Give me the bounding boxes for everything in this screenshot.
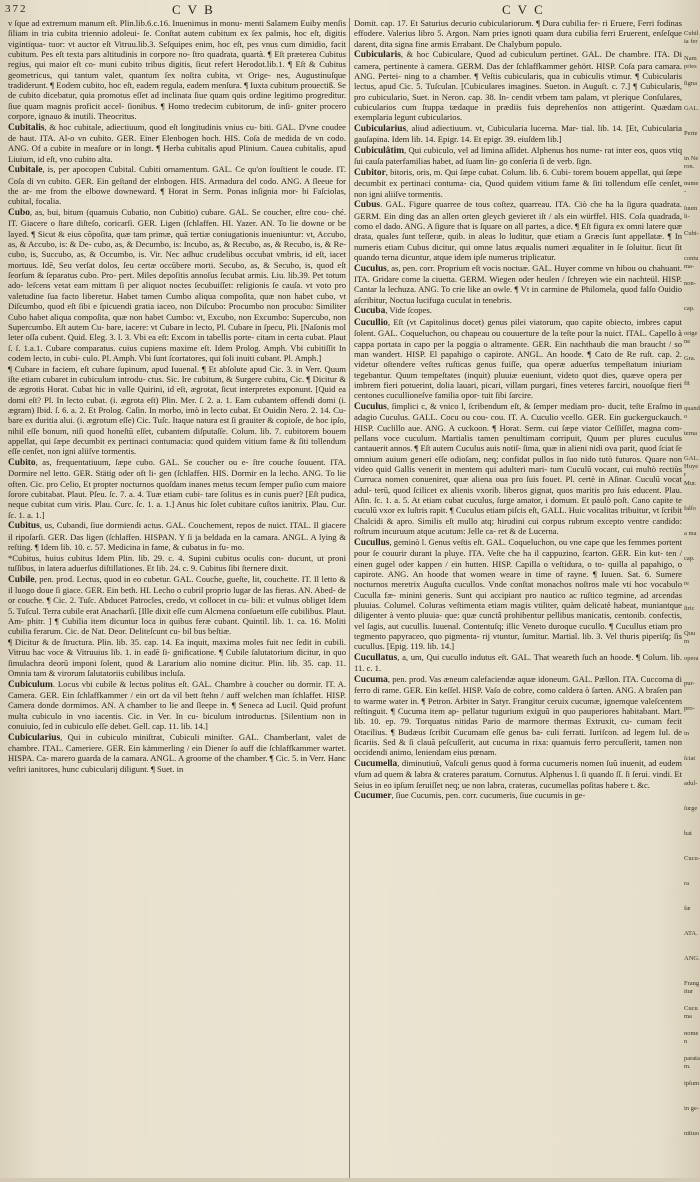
entry-text: , Qui in cubiculo miniſtrat, Cubiculi miniſter. GAL. Chamberlant, valet de chambre. ITAL. Cameriere. GER. Ein kämmerling / ein Diener ſo auff die ſchlaffkammer wartet. HISPA. Ca- marero guarda de la camara. ANGL. A groome of the chamber. ¶ Cic. 5. in Verr. Hanc veſtri ianitores, hunc cubicularij diligunt. ¶ Suet. in [8, 731, 346, 774]
entry-headword: Cubo [8, 208, 30, 219]
entry-headword: Cubitus [8, 521, 40, 532]
margin-note: falſo [684, 505, 696, 512]
dictionary-entry [354, 674, 682, 758]
entry-text: , & hoc cubitale, adiectiuum, quod eſt longitudinis vnius cu- biti. GAL. D'vne coudee de haut. ITA. Al-o vn cubito. GER. Einer Elenbogen hoch. HIS. Coſa de medida de vn codo. ANG. Of a cubite in meaſure or in longt. ¶ Herba cubitalis apud Plinium. Cauea cubitalis, apud Liuium, id eſt, vno cubito alta. [8, 121, 346, 164]
margin-note: nitiuo [684, 1130, 700, 1137]
margin-note: cap. [684, 555, 695, 562]
margin-note: Gra. [684, 355, 696, 362]
dictionary-entry [8, 164, 346, 206]
dictionary-entry [354, 263, 682, 305]
running-head-left: C V B [172, 2, 215, 17]
dictionary-entry [8, 520, 346, 552]
margin-note: ANG. [684, 955, 700, 962]
page-footer-edge [0, 1178, 700, 1182]
dictionary-entry [354, 652, 682, 674]
entry-headword: Cucullio [354, 318, 388, 328]
margin-note: Cubilia fer [684, 30, 699, 45]
entry-headword: Cubicularis [354, 50, 401, 61]
entry-text: ¶ Cubare in faciem, eſt cubare ſupinum, apud Iuuenal. ¶ Et abſolute apud Cic. 3. in Verr. Quum iſte etiam cubaret in cubiculum introdu- ctus. Sic. Ire cubitum, & Surgere cubitu, Cic. ¶ Dicitur & de ægrotis Horat. Cubat hic in valle Quirini, id eſt, ægrotat, ſicut interpretes exponunt. [Quid ea domi eſt? Pl. In lecto cubat. (i. ægrota eſt) Plin. Mer. ſ. 2. a. 1. Eam cubantem offendi domi (i. ægram) Ibid. ſ. 6. a. 2. Et Prolog. Caſin. In morbo, imò in lecto cubat. Et Ouidin Nero. 2. 14. Cu- bare ex duritia alui. (i. ægrotum eſſe) Cic. Tuſc. Itaque natura est ſi grauiter & copioſe, de hoc ipſo, nihil eſſe bonum, niſi quod honeſtū eſſet, cubantem diſputaſſe. Colum. lib. 7. cubitorem bouem appellat, qui ſæpe decumbit ex pertinaci contumacia: quod quidem vitium fame & ſiti tollendum eſſe cenſet, non igni aliiſve tormentis. [8, 363, 346, 457]
margin-note: terna [684, 430, 697, 437]
margin-note: non- [684, 280, 696, 287]
dictionary-entry [354, 790, 682, 801]
margin-note: in [684, 730, 690, 737]
dictionary-entry [354, 123, 682, 145]
margin-note: origene [684, 330, 698, 345]
dictionary-entry [8, 679, 346, 732]
entry-text: , pen. prod. Lectus, quod in eo cubetur. GAL. Couche, gueſte, lit, couchette. IT. Il letto & il luogo doue ſi giace. GER. Ein beth. HI. Lecho o cubril proprio lugar de las fieras. AN. Abed- de or couche. ¶ Cic. 2. Tuſc. Abducet Patrocles, credo, vt collocet in cu- bili: et vulnus obliget Idem 5. Tuſcul. Terra cubile erat Anacharſi. [Ille dixit eſſe cum Alcmena conſuetum eſſe cubilibus. Plaut. Am- phitr. ] ¶ Cubilia item dicuntur loca in quibus feræ cubant. Quintil. lib. 1. ca. 16. Moliti cubilia ferarum. Cic. de Nat. Deor. Deliteſcunt cu- bil bus beſtiæ. [8, 573, 346, 637]
margin-note: ſigna [684, 80, 697, 87]
margin-note: ſurge [684, 805, 698, 812]
entry-text: , Qui cubiculo, vel ad limina aſſidet. Alphenus hos nume- rat inter eos, quos vtiq ſui cauſa paterfamilias habet, ad ſuam lin- go conſeria ſi de verb. ſign. [354, 145, 682, 167]
dictionary-entry [354, 145, 682, 167]
entry-text: , pen. prod. Vas æneum calefaciendæ aquæ idoneum. GAL. Pællon. ITA. Cuccoma di ferro di rame. GER. Ein keſſel. HISP. Vaſo de cobre, como caldera ò ſarten. ANG. A braſen pan to warme water in. ¶ Petron. Arbiter in Satyr. Frangitur ceruix cucumæ, ignemque valeſcentem reſtinguit. ¶ Cucuma item ap- pellatur tugurium exiguũ in quo pauperiores habitabant. Mart. lib. 10. ep. 79. Torquatus nitidas Pario de marmore thermas Extruxit, cu- cumam fecit Otacilius. ¶ Budæus ſcribit Cucumam eſſe genus ba- culi ferrati. Iuriſcon. ad legem Iul. de ſicariis. Sed & ſi clauã peſcuſſerit, aut cucuma in rixa: quamuis ferro percuſſerit, tamen non occidendi animo, leniendam eius pœnam. [354, 673, 682, 758]
margin-note: re [684, 580, 690, 587]
margin-note: nomen [684, 1030, 699, 1045]
right-column [354, 18, 682, 1178]
entry-headword: Cubitalis [8, 122, 45, 133]
margin-note: in Neron. [684, 155, 699, 170]
entry-headword: Cucullatus [354, 652, 398, 663]
margin-note: ſtric [684, 605, 695, 612]
margin-note: ATA. [684, 930, 698, 937]
page-number: 372 [5, 3, 28, 15]
entry-text: . Locus vbi cubile & lectus politus eſt. GAL. Chambre à coucher ou dormir. IT. A. Camera. GER. Ein ſchlaffkammer / ein ort da vil bett ſtehn / auff welchen man ſchlaffet. HISP. Camera donde dormimos. AN. A chamber to lie and ſleepe in. ¶ Seneca ad Lucil. Quid profunt multa cubiculo in vno iacentis. Cic. in Ver. In cu- biculum introductus. [Silentium non in conuiuio, ſed in cubiculo eſſe debet. Gell. cap. 11. lib. 14.] [8, 678, 346, 731]
entry-text: , us, Cubandi, ſiue dormiendi actus. GAL. Couchement, repos de nuict. ITAL. Il giacere il ripoſarſi. GER. Das ligen (ſchlaffen. HISPAN. Y ſi ja beldada en la camara. ANGL. A lying & reſting. ¶ Idem lib. 10. c. 57. Medicina in fame, & cubatus in fu- mo. [8, 520, 346, 552]
margin-note: cap. [684, 305, 695, 312]
entry-text: , as, pen. corr. Proprium eſt vocis noctuæ. GAL. Huyer comme vn hibou ou chahuant. ITA. Gridare come la ciuetta. GERM. Wiegen oder heulen / ſchreyen wie ein nachteül. HISP. Cantar la lechuza. ANG. To crie like an owle. ¶ Vt in carmine de Philomela, quod falſo Ouidio aſcribitur, Noctua lucifuga cuculat in tenebris. [354, 262, 682, 305]
dictionary-entry [8, 732, 346, 774]
entry-text: , geminò l. Genus veſtis eſt. GAL. Coqueluchon, ou vne cape que les femmes portent pour ſe couurir durant la pluye. ITA. Veſte che ha il cappuzino, ſcarton. GER. Ein kut- ten / einen gugel oder kappen / ein hutten. HISP. Capilla o veſtidura, o to- quilla al papahigo, o capirote. ANG. An hoode that women weare in time of rayne. ¶ Iuuen. Sat. 6. Sumere nocturnos meretrix Auguſta cucullos. Vnde conſtat monachos noſtros male vti hoc vocabulo Cuculla fæ- minini generis. Sunt qui accipiant pro nautico ac ruſtico tegmine, ad arcendas pluuias. Columel. Coluras veſtimenta etiam magis vtiliter, quàm delicatè habeat, muniantque diligenter à vento pluuia- que: quæ cunctâ prohibentur pellibus manicatis, centonib. confectis, vel ſagis, aut cucullis. Iuuenal. Contentuſq; illic Veneto duroque cucullo. ¶ Cucullus etiam pro tegmento papyraceo, quo pigmenta- rij vtuntur, ſumitur. Martial. lib. 3. Vel thuris piperiſq; ſis cucullus. [Epig. 119. lib. 14.] [354, 536, 682, 652]
dictionary-entry [8, 364, 346, 457]
margin-note: pro- [684, 705, 695, 712]
margin-note: Cucu- [684, 855, 700, 862]
entry-text: v ſque ad extremum manum eſt. Plin.lib.6.c.16. Inuenimus in monu- menti Salamem Euiby menſis ſiliam in tria cubita triennio adoleui- ſe. Conſtat autem cubitum ex ſex palmis, hoc eſt, digitis vigintiqua- tuor: vt auctor eſt Vitruu.lib.3. Seſquipes enim, hoc eſt, pes vnus cum dimidio, facit cubitum. Pes eſt texta pars altitudinis in corpore no- ſtro quadrata, quartà. ¶ Eſt præterea Cubitus regius, qui maior eſt co- muni cubito tribus digitis, ſicut refert Herodot.lib.1. ¶ Eſt & Cubitus geometricus, qui tantum valet, quantum ſex noſtra cubita, vt Orige- nes, Augustinuſque tradiderunt. ¶ Eodem cubito, hoc eſt, eadem regula, eadem menſura. ¶ Iuxta cubitum prouectiß. Se de cubito dicebatur, quia promotus eſſet ad inclinata ſiue quam quis ordine legitimo progreditur. ſiue quam magnis proficit accel- ſionibus. ¶ Homo tredecim cubitorum, de inſi- gniter procero corpore, ignauo & inutili. Theocritus. [8, 18, 346, 122]
margin-note: GAL. Huyer [684, 455, 699, 478]
entry-headword: Cucumer [354, 791, 392, 802]
dictionary-entry [8, 18, 346, 121]
margin-note: Mur. [684, 480, 697, 487]
running-head-right: C V C [502, 2, 545, 17]
entry-text: *Cubitus, huius cubitus Idem Plin. lib. 29. c. 4. Supini cubitus oculis con- ducunt, ut proni tuſſibus, in latera aduerſus diſtillationes. Et lib. 24. c. 9. Cubitus ſibi ſternere dixit. [8, 552, 346, 573]
dictionary-entry [8, 207, 346, 363]
margin-note: Nam pries [684, 55, 697, 70]
entry-text: , diminutiuũ, Vaſculi genus quod à forma cucumeris nomen ſuũ inuenit, ad eudem vſum ad quem & labra & crateres paratum. Cornutus. Alphenus l. ſi quando ſſ. ſi ſerui. vindi. Et Seius in eo ipſum ſeruiſſet neq; ue non labra, crateras, cucumellas poſitas habere t. &c. [354, 757, 682, 790]
entry-text: . GAL. Figure quarree de tous coſtez, quarreau. ITA. Ciò che ha la ſigura quadrata. GERM. Ein ding das an allen orten gleych gevieret iſt / als ein würffel. HIS. Coſa quadrada, como el dado. ANG. A ſigure that is ſquare on all partes, a dice. ¶ Eſt figura ex omni latere quæ drata, quales ſunt teſſeræ, quib. in aleas lo luditur, quæ etiam a Græcis ſunt appellatæ. ¶ In numeris etiam Cubus dicitur, qui omne latus æqualis numeri æqualiter in ſe ſoluitur. ſicut ſit quando terna dicuntur, atque idem ipſe numerus triplicatur. [354, 199, 682, 263]
dictionary-entry [354, 317, 682, 401]
dictionary-entry [8, 457, 346, 520]
entry-text: , is, per apocopen Cubital. Cubiti ornamentum. GAL. Ce qu'on ſouſtient le coude. IT. Coſa di vn cubito. GER. Ein geſtand der elnbogen. HIS. Armadura del codo. ANG. A ſleeue for the ar- me from the elbowe downeward. ¶ Horat in Serm. Ponas inſignia mor- bi Faſciolas, cubital, focalia. [8, 164, 346, 207]
entry-text: , & hoc Cubiculare, Quod ad cubiculum pertinet. GAL. De chambre. ITA. Di camera, pertinente à camera. GERM. Das der ſchlaffkammer gehört. HISP. Coſa para camara. ANG. Pertei- ning to a chamber. ¶ Veſtis cubicularis, qua in cubiculis vtimur. ¶ Cubicularis lectus, apud Cic. 5. Tuſculan. [Cubiculares imagines. Sueton. in Auguſt. c. 7.] ¶ Cubicularis, pro cubiculario, Suet. in Neron. cap. 38. In- cendit vrbem tam palam, vt plerique Conſulares, cubicularios cum ſtuppa tædaque in prædiis fuis deprehenſos non attigerint. Quædam exemplaria legunt cubicularios. [354, 49, 682, 123]
margin-note: ipſum [684, 1080, 700, 1087]
entry-headword: Cubile [8, 574, 35, 585]
entry-headword: Cubicularius [354, 124, 407, 135]
margin-note: fæ [684, 905, 691, 912]
dictionary-entry [354, 758, 682, 790]
dictionary-entry [8, 637, 346, 678]
entry-text: , as, bui, bitum (quamuis Cubatio, non Cubitio) cubare. GAL. Se coucher, eſtre cou- ché. IT. Giacere o ſtare diſteſo, coricarſi. GER. Ligen (ſchlaffen. HI. Yazer. AN. To lie downe or be layed. ¶ Sicut & eius cõpoſita, quæ tam primæ, quā tertiæ coniugationis inueniuntur: vt, Accubo, as, & Accubo, is: & De- cubo, as, & Decumbo, is: Incubo, as, & Recubo, as, & Recubo, is, & Re- cubo, is, Succubo, as, & Occumbo, is. Vir. Nec adhuc crudelibus occubat vmbris, id eſt, iacet mortuus. Idē, Seu verſat dolos, ſeu certæ occūbere morti. Secubo, as, & Secubo, is, quod eſt ſeorſum & ſeparatus cubo. Pro- pert. Miles depoſitis annoſus ſecubat armis. Liu. lib.39. Pet totum ado- leſcens vetat eam mittam ſi per aliquot noctes ſecubuiſſet: religionis ſe cauſa. vt voto pro valetudine ſua facto liberetur. Habet tamen Cumbo aliqua compoſita, quæ non habet cubo, vt Diſcumbo, quod eſt ſibi e ſpicuendi gratia iaceo, non Diſcubo: Procumbo non procubo: Similiter Cubo habet aliqua compoſita, quæ non habet Cumbo: vt, Excubo, non Excumbo: Supercubo, non Supercumbo. Eſt autem Cu- bare, iacere: vt Cubare in lecto, Pl. Cubare in ſpecu, Pli. [Naſonis mol leter oſſa cubent. Quid. Eleg. 3. l. 3. Vbi ea eſt: Excom in tabellis porte- citam in certa cubat. Plaut ſ. ſ. 1.a.1. Cubare comparatus. cuius cupiens maxime eſt. Idem Prolog. Amph. Vbi cubitiſſit In codem lecto, in cubi- culo. Pl. Amph. Vbi ſunt ſcortatores, qui ſoli inuiti cubant. Pl. Amph.] [8, 207, 346, 363]
margin-note: adul- [684, 780, 698, 787]
entry-headword: Cucuba [354, 306, 386, 317]
margin-note: Frangitur [684, 980, 700, 995]
margin-note: quando [684, 405, 700, 420]
entry-headword: Cubitale [8, 165, 43, 176]
entry-headword: Cubus [354, 200, 381, 211]
margin-note: pur- [684, 680, 695, 687]
dictionary-entry [354, 167, 682, 199]
entry-headword: Cubitor [354, 168, 386, 178]
entry-text: , ſimplici c, & vnico l, ſcribendum eſt, & ſemper mediam pro- ducit, teſte Eraſmo in adagio Cuculus. GALL. Cocu ou cou- cou. IT. A. Cuculio vcello. GER. Ein guckerguckauch. HISP. Cuclillo aue. ANG. A cuckoon. ¶ Horat. Serm. cui ſæpe viator Ceſſiſſet, magna com- pellans voce cuculum. Martialis tamen penultimam corripuit, Quum per plures cuculus cantauerit annos. ¶ Eſt autem Cuculus auis notiſ- ſima, quæ in alieni nidi ova parit, quod ſciat ſe omnium auium generi eſſe odioſam, neq; confidat pullos in ſuo nido tutò futuros. Quare non video quid Gallis venerit in mentem qui adulteri mari- tum Cuculū vocant, cui multò rectiùs Curruca nomen conueniret, quæ aliena oua pro ſuis fouet. Pl. certè in Aſinar. Cuculū vocat adul- terū, quod ſcilicet ex alienis vxorib. liberos gignat, quos maritis pro ſuis educent. Plau. Aſin. ſc. 1. a. 5. At etiam cubat cuculus, ſurge amator, i domum. Et paulò poſt. Cano capite te cuculū vxor ex luſtris rapit. ¶ Cuculus etiam piſcis eſt, GALL. Huic vocalitas tribuitur, vt ſcribit Chalcidi & apro. Similis eſt mullo atq; hirudini cui corpus rubrum excepto ventre candido: roſtrum incuruum atque acutum: Jelle ca- ret & de Lucerna. [354, 401, 682, 537]
margin-note: in ge- [684, 1105, 699, 1112]
entry-headword: Cucullus [354, 537, 390, 548]
dictionary-entry [354, 401, 682, 536]
entry-text: , Eſt (vt Capitolinus docet) genus pilei viatorum, quo capite obiecto, imbres caput ſolent. GAL. Coqueluchon, ou chapeau ou couuerture de la teſte pour la nuict. ITAL. Capello à cappa portata in capo per la poggia o altramente. GER. Ein nachthaub die man braucht / so man wandert. HISP. El papahigo o capirote. ANGL. An hoode. ¶ Cato de Re ruſt. cap. 2. videtur oſtendere veſtes ruſticas genus fuiſſe, qua operæ aduerſus tempeſtatum iniuriam tegebantur. Quum tempeſtates (inquit) pluuiæ eueniunt, videto quot dies, quæve opera per imbrem fieri potuerint, dolia lauari, picari, villam purgari, fines veteres farciri, nouoſque fieri centones cucullioneſve familia opor- tuit ſibi ſarcire. [354, 317, 682, 401]
margin-note: nume- [684, 180, 699, 195]
margin-note: ra [684, 880, 690, 887]
margin-note: ſuum li- [684, 205, 698, 220]
entry-text: , a, um, Qui cucullo indutus eſt. GAL. That weareth ſuch an hoode. ¶ Colum. lib. 11. c. 1. [354, 651, 682, 674]
margin-note: GAL. [684, 105, 699, 112]
margin-note: contuma- [684, 255, 699, 270]
entry-text: , as, frequentatiuum, ſæpe cubo. GAL. Se coucher ou e- ſtre couche ſouuent. ITA. Dormire nel letto. GER. Stätig oder oft li- gen (ſchlaffen. HIS. Dormir en la lecho. ANG. To lie often. Cic. pro Celio, Et propter nocturnos quoſdam inanes metus tecum ſemper puſio cum maiore ſorore cubitabat. Plaut. Pſeu. ſc. 7. a. 4. Tuæ etiam cubi- tare ſolitus es in cunis puer? [Eſt pudica, neque cubitat cum viris. Plau. Curc. ſc. 1. a. 1.] Anus hic ſolet cubitare cuſtos ianitrix. Plau. Cur. ſc. 1. a. 1.] [8, 456, 346, 520]
margin-note: Perte [684, 130, 698, 137]
entry-headword: Cuculus [354, 402, 387, 413]
margin-note: fit [684, 380, 690, 387]
dictionary-entry [354, 199, 682, 262]
margin-note: Cubi- [684, 230, 699, 237]
margin-note: Quum [684, 630, 696, 645]
entry-text: , aliud adiectiuum. vt, Cubicularia lucerna. Mar- tial. lib. 14. [Et, Cubicularia gauſapina. Idem lib. 14. Epigr. 14. Et epigr. 39. eiuſdem lib.] [354, 123, 682, 145]
entry-text: , ſiue Cucumis, pen. corr. cucumeris, ſiue cucumis in ge- [391, 790, 586, 801]
margin-note: paratam. [684, 1055, 700, 1070]
entry-headword: Cubiculâtim [354, 146, 405, 157]
dictionary-entry [8, 122, 346, 164]
dictionary-entry [354, 305, 682, 316]
entry-text: Domit. cap. 17. Et Saturius decurio cubiculariorum. ¶ Dura cubilia fer- ri Eruere, Ferri fodinas effodere. Valerius libro 5. Argon. Nam pries ignoti quam dura cubilia ferri Eruerent, enſeſque darent, dita signa fine armis Errabant. De Chalybum populo. [354, 18, 682, 49]
dictionary-entry [354, 537, 682, 652]
entry-headword: Cubito [8, 457, 36, 468]
entry-text: , Vide ſcopes. [385, 305, 432, 316]
entry-headword: Cuculus [354, 263, 387, 274]
entry-text: , bitoris, oris, m. Qui ſæpe cubat. Colum. lib. 6. Cubi- torem bouem appellat, qui ſæpe decumbit ex pertinaci contuma- cia, Quod quidem vitium fame & ſiti tollendum eſſe cenſet, non igni aliiſve tormentis. [354, 167, 682, 199]
entry-headword: Cubiculum [8, 679, 53, 690]
entry-headword: Cucuma [354, 674, 388, 685]
margin-note: a ma [684, 530, 697, 537]
margin-note: bat [684, 830, 692, 837]
margin-note: Cucuma [684, 1005, 698, 1020]
margin-note: opera [684, 655, 699, 662]
entry-headword: Cubicularius [8, 732, 61, 743]
page-header [0, 2, 700, 18]
dictionary-entry [8, 574, 346, 637]
entry-headword: Cucumella [354, 758, 398, 769]
entry-text: ¶ Dicitur & de ſtructura. Plin. lib. 35. cap. 14. Ea inquit, maxima moles fuit nec ſedit in cubili. Vitruu hac voce & Vitruuius lib. 1. in eadē ſi- gnificatione. ¶ Cubile ſalutatorium dicitur, in quo ſimulachra deorū imponi ſolent, quod & Lararium alio nomine dicitur. Plin. lib. 35. cap. 11. Omnia tam & virorum ſalutatoriis cubilibus incluſa. [8, 636, 346, 678]
dictionary-entry [8, 553, 346, 574]
left-column [8, 18, 346, 1178]
dictionary-entry [354, 49, 682, 122]
column-divider [349, 18, 350, 1178]
margin-note: ſciat [684, 755, 696, 762]
dictionary-entry [354, 18, 682, 49]
